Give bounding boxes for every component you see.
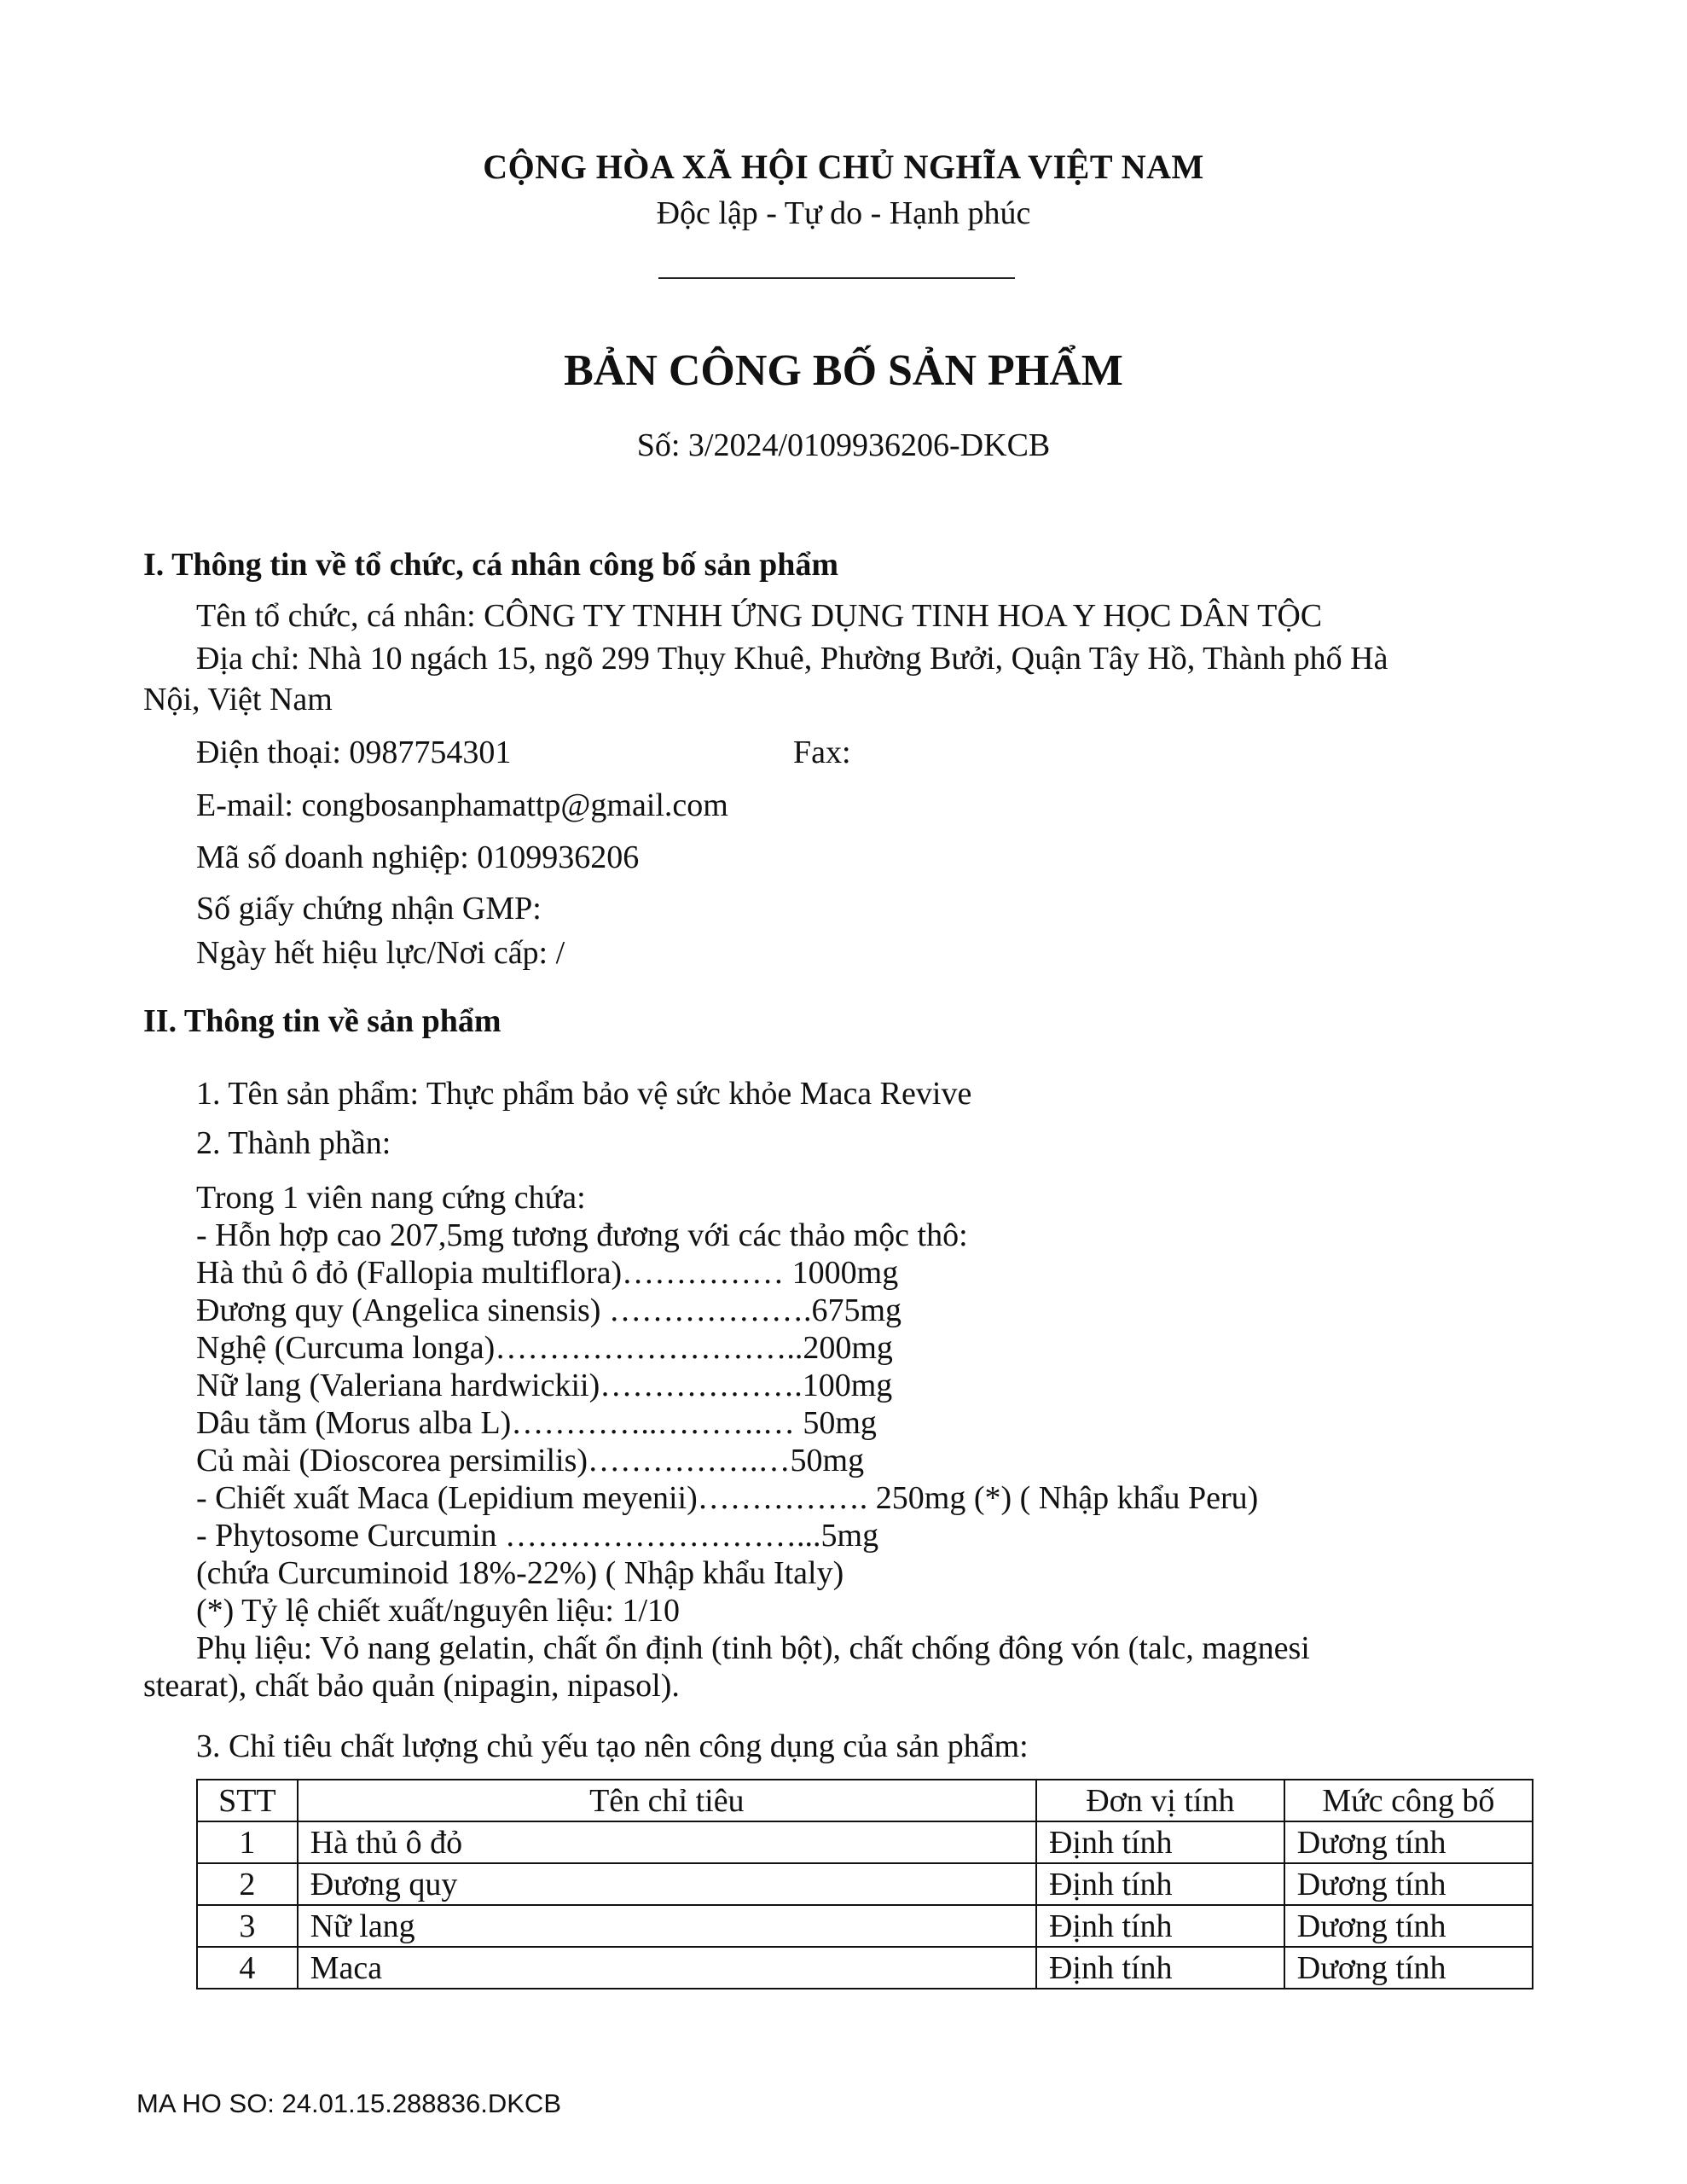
address-line-1: Địa chỉ: Nhà 10 ngách 15, ngõ 299 Thụy Khuê, Phường Bưởi, Quận Tây Hồ, Thành phố Hà: [196, 641, 1388, 677]
ingredient-line: (*) Tỷ lệ chiết xuất/nguyên liệu: 1/10: [196, 1593, 681, 1629]
gmp-certificate: Số giấy chứng nhận GMP:: [196, 891, 542, 926]
table-row: [197, 1863, 1533, 1905]
ingredient-line: - Phytosome Curcumin ………………………...5mg: [196, 1518, 879, 1554]
address-line-2: Nội, Việt Nam: [143, 682, 333, 717]
quality-heading: 3. Chỉ tiêu chất lượng chủ yếu tạo nên công dụng của sản phẩm:: [196, 1728, 1029, 1764]
table-cell: 3: [197, 1905, 298, 1947]
ingredient-line: Củ mài (Dioscorea persimilis)…………….…50mg: [196, 1443, 865, 1478]
composition-label: 2. Thành phần:: [196, 1125, 391, 1161]
ingredient-line: Trong 1 viên nang cứng chứa:: [196, 1180, 586, 1216]
column-header: Đơn vị tính: [1036, 1780, 1284, 1821]
document-number: Số: 3/2024/0109936206-DKCB: [636, 427, 1051, 463]
phone-number: Điện thoại: 0987754301: [196, 735, 512, 770]
ingredient-line: Đương quy (Angelica sinensis) ……………….675mg: [196, 1292, 902, 1328]
table-cell: Định tính: [1036, 1905, 1284, 1947]
column-header: STT: [197, 1780, 298, 1821]
dossier-code: MA HO SO: 24.01.15.288836.DKCB: [136, 2088, 561, 2118]
table-row: [197, 1905, 1533, 1947]
email-address: E-mail: congbosanphamattp@gmail.com: [196, 787, 728, 823]
table-cell: Dương tính: [1284, 1905, 1533, 1947]
column-header: Mức công bố: [1284, 1780, 1533, 1821]
table-cell: Dương tính: [1284, 1947, 1533, 1989]
national-motto: Độc lập - Tự do - Hạnh phúc: [656, 195, 1031, 231]
org-name: Tên tổ chức, cá nhân: CÔNG TY TNHH ỨNG DỤNG TINH HOA Y HỌC DÂN TỘC: [196, 598, 1323, 634]
table-cell: Nữ lang: [298, 1905, 1036, 1947]
ingredient-line: Dâu tằm (Morus alba L)…………..……….… 50mg: [196, 1405, 877, 1441]
table-cell: Định tính: [1036, 1821, 1284, 1863]
table-cell: Dương tính: [1284, 1863, 1533, 1905]
ingredient-line: - Chiết xuất Maca (Lepidium meyenii)……………. 250mg (*) ( Nhập khẩu Peru): [196, 1480, 1259, 1516]
table-cell: Hà thủ ô đỏ: [298, 1821, 1036, 1863]
tax-code: Mã số doanh nghiệp: 0109936206: [196, 839, 640, 875]
ingredient-line: Hà thủ ô đỏ (Fallopia multiflora)…………… 1000mg: [196, 1255, 899, 1291]
fax-label: Fax:: [793, 735, 851, 770]
ingredient-line: - Hỗn hợp cao 207,5mg tương đương với các thảo mộc thô:: [196, 1217, 968, 1253]
table-cell: Định tính: [1036, 1947, 1284, 1989]
product-name: 1. Tên sản phẩm: Thực phẩm bảo vệ sức khỏe Maca Revive: [196, 1076, 972, 1112]
ingredient-line: Nghệ (Curcuma longa)………………………..200mg: [196, 1330, 893, 1366]
quality-table: [196, 1779, 1533, 1989]
table-row: [197, 1821, 1533, 1863]
table-cell: 1: [197, 1821, 298, 1863]
table-cell: Đương quy: [298, 1863, 1036, 1905]
ingredient-line: stearat), chất bảo quản (nipagin, nipasol).: [143, 1668, 680, 1704]
section-2-heading: II. Thông tin về sản phẩm: [143, 1003, 501, 1039]
table-cell: Maca: [298, 1947, 1036, 1989]
national-title: CỘNG HÒA XÃ HỘI CHỦ NGHĨA VIỆT NAM: [483, 148, 1204, 186]
table-cell: 2: [197, 1863, 298, 1905]
section-1-heading: I. Thông tin về tổ chức, cá nhân công bố sản phẩm: [143, 547, 838, 583]
ingredient-line: Nữ lang (Valeriana hardwickii)……………….100mg: [196, 1368, 893, 1403]
table-row: [197, 1947, 1533, 1989]
table-cell: 4: [197, 1947, 298, 1989]
table-cell: Định tính: [1036, 1863, 1284, 1905]
ingredient-line: Phụ liệu: Vỏ nang gelatin, chất ổn định (tinh bột), chất chống đông vón (talc, magnesi: [196, 1630, 1310, 1666]
column-header: Tên chỉ tiêu: [298, 1780, 1036, 1821]
expiry-issuer: Ngày hết hiệu lực/Nơi cấp: /: [196, 935, 565, 971]
table-header-row: [197, 1780, 1533, 1821]
document-title: BẢN CÔNG BỐ SẢN PHẨM: [564, 346, 1123, 395]
ingredient-line: (chứa Curcuminoid 18%-22%) ( Nhập khẩu Italy): [196, 1555, 844, 1591]
header-divider: [658, 277, 1015, 279]
table-cell: Dương tính: [1284, 1821, 1533, 1863]
